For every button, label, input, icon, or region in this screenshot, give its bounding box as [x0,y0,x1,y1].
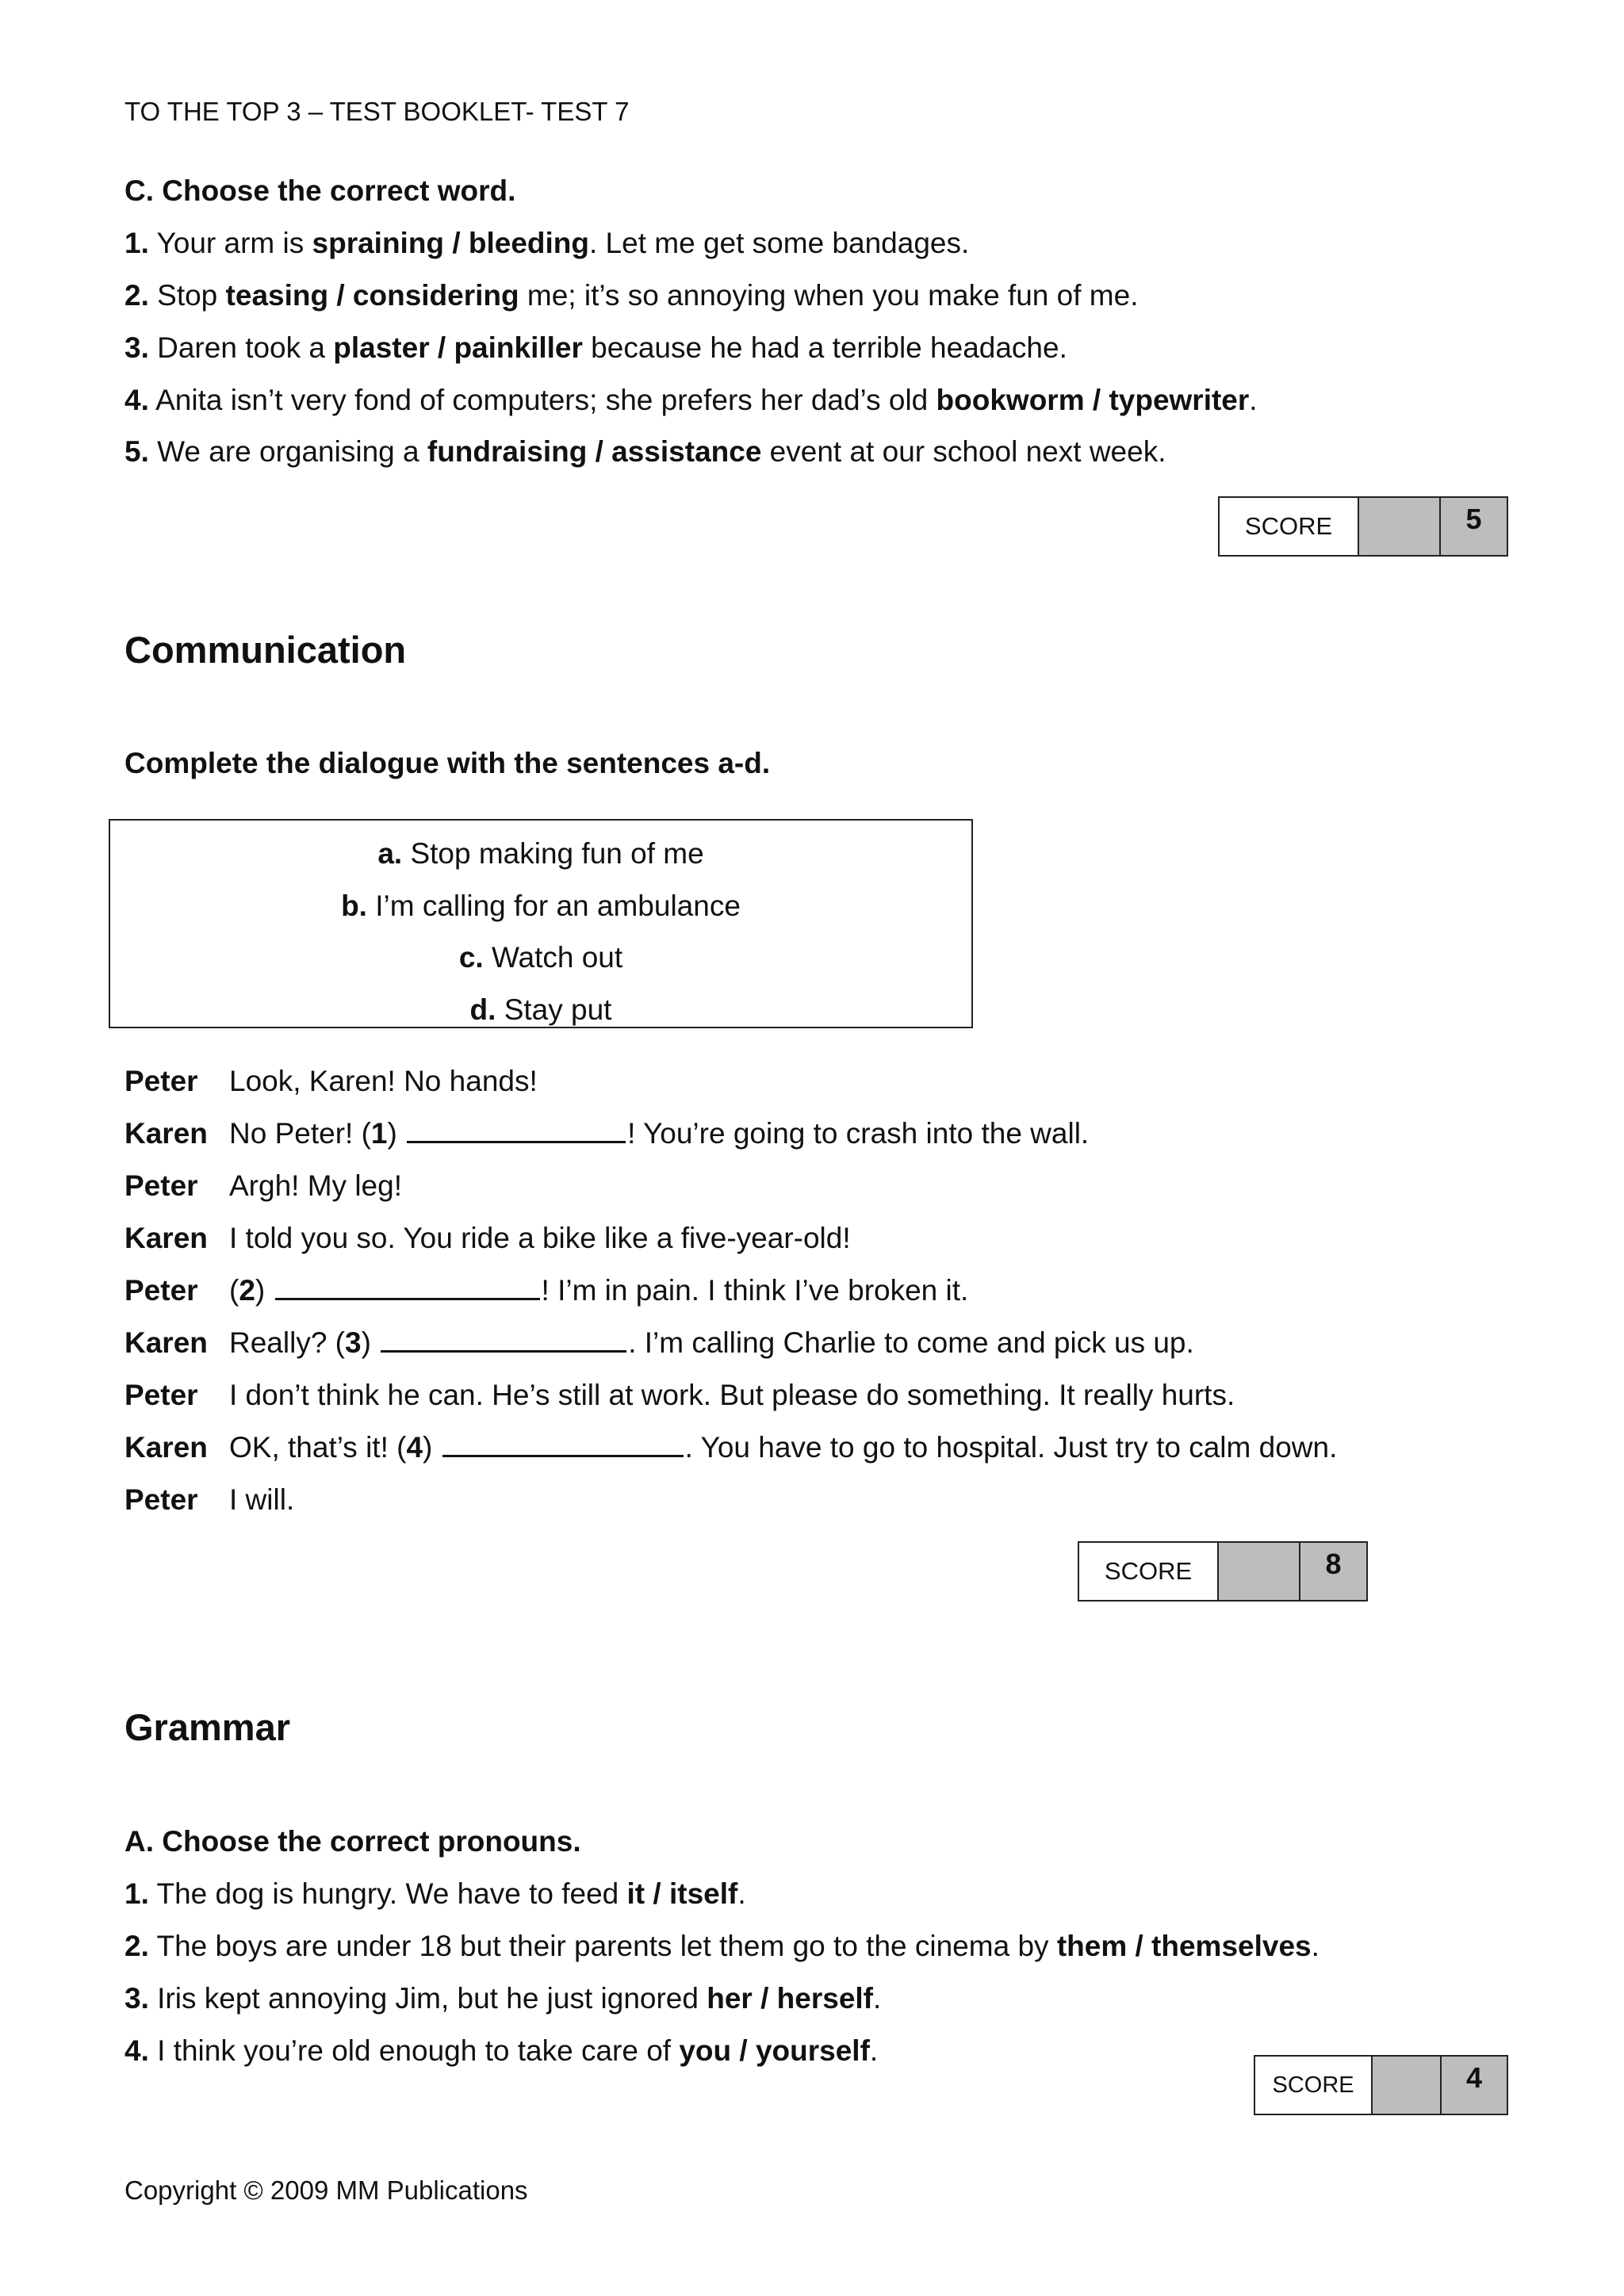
item-text: me; it’s so annoying when you make fun of me. [519,279,1139,312]
vocab-c-item-2 [124,279,1138,312]
choice-option[interactable]: bookworm / typewriter [936,384,1250,416]
dialogue-text: No Peter! ( [229,1117,371,1150]
option-c [110,941,971,974]
item-number: 4. [124,2034,149,2067]
vocab-c-item-1 [124,227,969,260]
dialogue-line [229,1065,538,1098]
dialogue-text: . I’m calling Charlie to come and pick us up. [628,1326,1194,1359]
dialogue-text: . You have to go to hospital. Just try to calm down. [684,1431,1338,1464]
section-title-grammar: Grammar [124,1706,290,1748]
item-text: because he had a terrible headache. [582,331,1067,364]
score-max: 5 [1441,498,1507,555]
gap-number: 4 [406,1431,423,1464]
dialogue-speaker: Karen [124,1222,208,1254]
answer-blank[interactable] [442,1454,684,1457]
dialogue-speaker: Peter [124,1169,198,1202]
dialogue-line [229,1222,851,1255]
item-text: Daren took a [148,331,334,364]
dialogue-line [229,1274,968,1307]
answer-blank[interactable] [381,1349,626,1353]
answer-blank[interactable] [407,1140,626,1143]
choice-option[interactable]: fundraising / assistance [427,435,762,468]
vocab-c-item-4 [124,384,1258,417]
dialogue-line [229,1117,1089,1150]
score-entry-field[interactable] [1359,498,1441,555]
grammar-item-3 [124,1982,881,2015]
item-number: 3. [124,331,149,364]
item-text: . [737,1877,746,1910]
dialogue-line [229,1326,1194,1360]
grammar-item-4 [124,2034,878,2068]
option-letter: b. [341,890,367,922]
option-text: Stop making fun of me [402,837,704,870]
dialogue-speaker: Peter [124,1483,198,1516]
item-number: 4. [124,384,149,416]
item-number: 2. [124,279,149,312]
item-text: Anita isn’t very fond of computers; she prefers her dad’s old [148,384,936,416]
item-number: 1. [124,227,149,259]
dialogue-text: ) [423,1431,433,1464]
score-label: SCORE [1255,2057,1373,2114]
dialogue-text: ) [387,1117,397,1150]
option-b [110,890,971,923]
choice-option[interactable]: her / herself [707,1982,874,2015]
option-d [110,993,971,1027]
dialogue-text: ( [229,1274,239,1307]
dialogue-line [229,1379,1235,1412]
dialogue-text: I don’t think he can. He’s still at work. But please do something. It really hurts. [229,1379,1235,1411]
copyright-footer: Copyright © 2009 MM Publications [124,2175,528,2205]
vocab-c-item-3 [124,331,1067,365]
communication-score-box [1078,1541,1368,1601]
score-label: SCORE [1079,1543,1219,1600]
dialogue-text: Look, Karen! No hands! [229,1065,538,1097]
dialogue-speaker: Karen [124,1117,208,1150]
option-letter: c. [458,941,484,974]
dialogue-speaker: Karen [124,1431,208,1464]
vocab-c-instruction: C. Choose the correct word. [124,174,516,207]
item-text: Iris kept annoying Jim, but he just ignored [148,1982,707,2015]
option-letter: d. [469,993,496,1026]
item-number: 5. [124,435,149,468]
item-text: Stop [148,279,226,312]
answer-blank[interactable] [275,1297,540,1300]
dialogue-line [229,1169,402,1203]
item-text: . [1249,384,1258,416]
dialogue-speaker: Karen [124,1326,208,1359]
vocab-c-score-box [1218,496,1508,557]
grammar-item-2 [124,1930,1320,1963]
item-text: . [873,1982,882,2015]
gap-number: 1 [370,1117,388,1150]
grammar-item-1 [124,1877,746,1911]
grammar-instruction: A. Choose the correct pronouns. [124,1825,581,1858]
item-number: 1. [124,1877,149,1910]
item-number: 3. [124,1982,149,2015]
dialogue-text: OK, that’s it! ( [229,1431,407,1464]
choice-option[interactable]: teasing / considering [225,279,519,312]
gap-number: 2 [239,1274,255,1307]
choice-option[interactable]: plaster / painkiller [333,331,583,364]
score-max: 4 [1442,2057,1507,2114]
section-title-communication: Communication [124,629,407,671]
item-text: The dog is hungry. We have to feed [148,1877,627,1910]
item-text: I think you’re old enough to take care of [148,2034,680,2067]
grammar-score-box [1254,2055,1508,2115]
item-text: The boys are under 18 but their parents let them go to the cinema by [148,1930,1057,1962]
score-max: 8 [1300,1543,1366,1600]
option-text: Stay put [496,993,612,1026]
option-a [110,837,971,871]
dialogue-speaker: Peter [124,1379,198,1411]
dialogue-text: ! You’re going to crash into the wall. [627,1117,1090,1150]
dialogue-text: Really? ( [229,1326,345,1359]
item-text: . Let me get some bandages. [589,227,970,259]
item-number: 2. [124,1930,149,1962]
dialogue-text: ) [255,1274,266,1307]
vocab-c-item-5 [124,435,1166,469]
sentence-options-box [109,819,973,1028]
dialogue-text: Argh! My leg! [229,1169,402,1202]
dialogue-speaker: Peter [124,1065,198,1097]
dialogue-line [229,1431,1337,1464]
item-text: . [869,2034,879,2067]
dialogue-speaker: Peter [124,1274,198,1307]
choice-option[interactable]: you / yourself [679,2034,870,2067]
option-text: I’m calling for an ambulance [366,890,741,922]
choice-option[interactable]: spraining / bleeding [312,227,589,259]
dialogue-text: I will. [229,1483,295,1516]
communication-instruction: Complete the dialogue with the sentences a-d. [124,747,771,779]
score-entry-field[interactable] [1219,1543,1300,1600]
item-text: . [1311,1930,1320,1962]
page-header: TO THE TOP 3 – TEST BOOKLET- TEST 7 [124,97,630,126]
option-letter: a. [377,837,403,870]
score-label: SCORE [1220,498,1359,555]
item-text: event at our school next week. [761,435,1166,468]
option-text: Watch out [483,941,623,974]
score-entry-field[interactable] [1373,2057,1442,2114]
dialogue-text: I told you so. You ride a bike like a five-year-old! [229,1222,851,1254]
dialogue-text: ) [361,1326,371,1359]
item-text: Your arm is [148,227,312,259]
choice-option[interactable]: it / itself [626,1877,738,1910]
dialogue-text: ! I’m in pain. I think I’ve broken it. [541,1274,969,1307]
choice-option[interactable]: them / themselves [1056,1930,1312,1962]
gap-number: 3 [345,1326,362,1359]
item-text: We are organising a [148,435,427,468]
dialogue-line [229,1483,294,1517]
